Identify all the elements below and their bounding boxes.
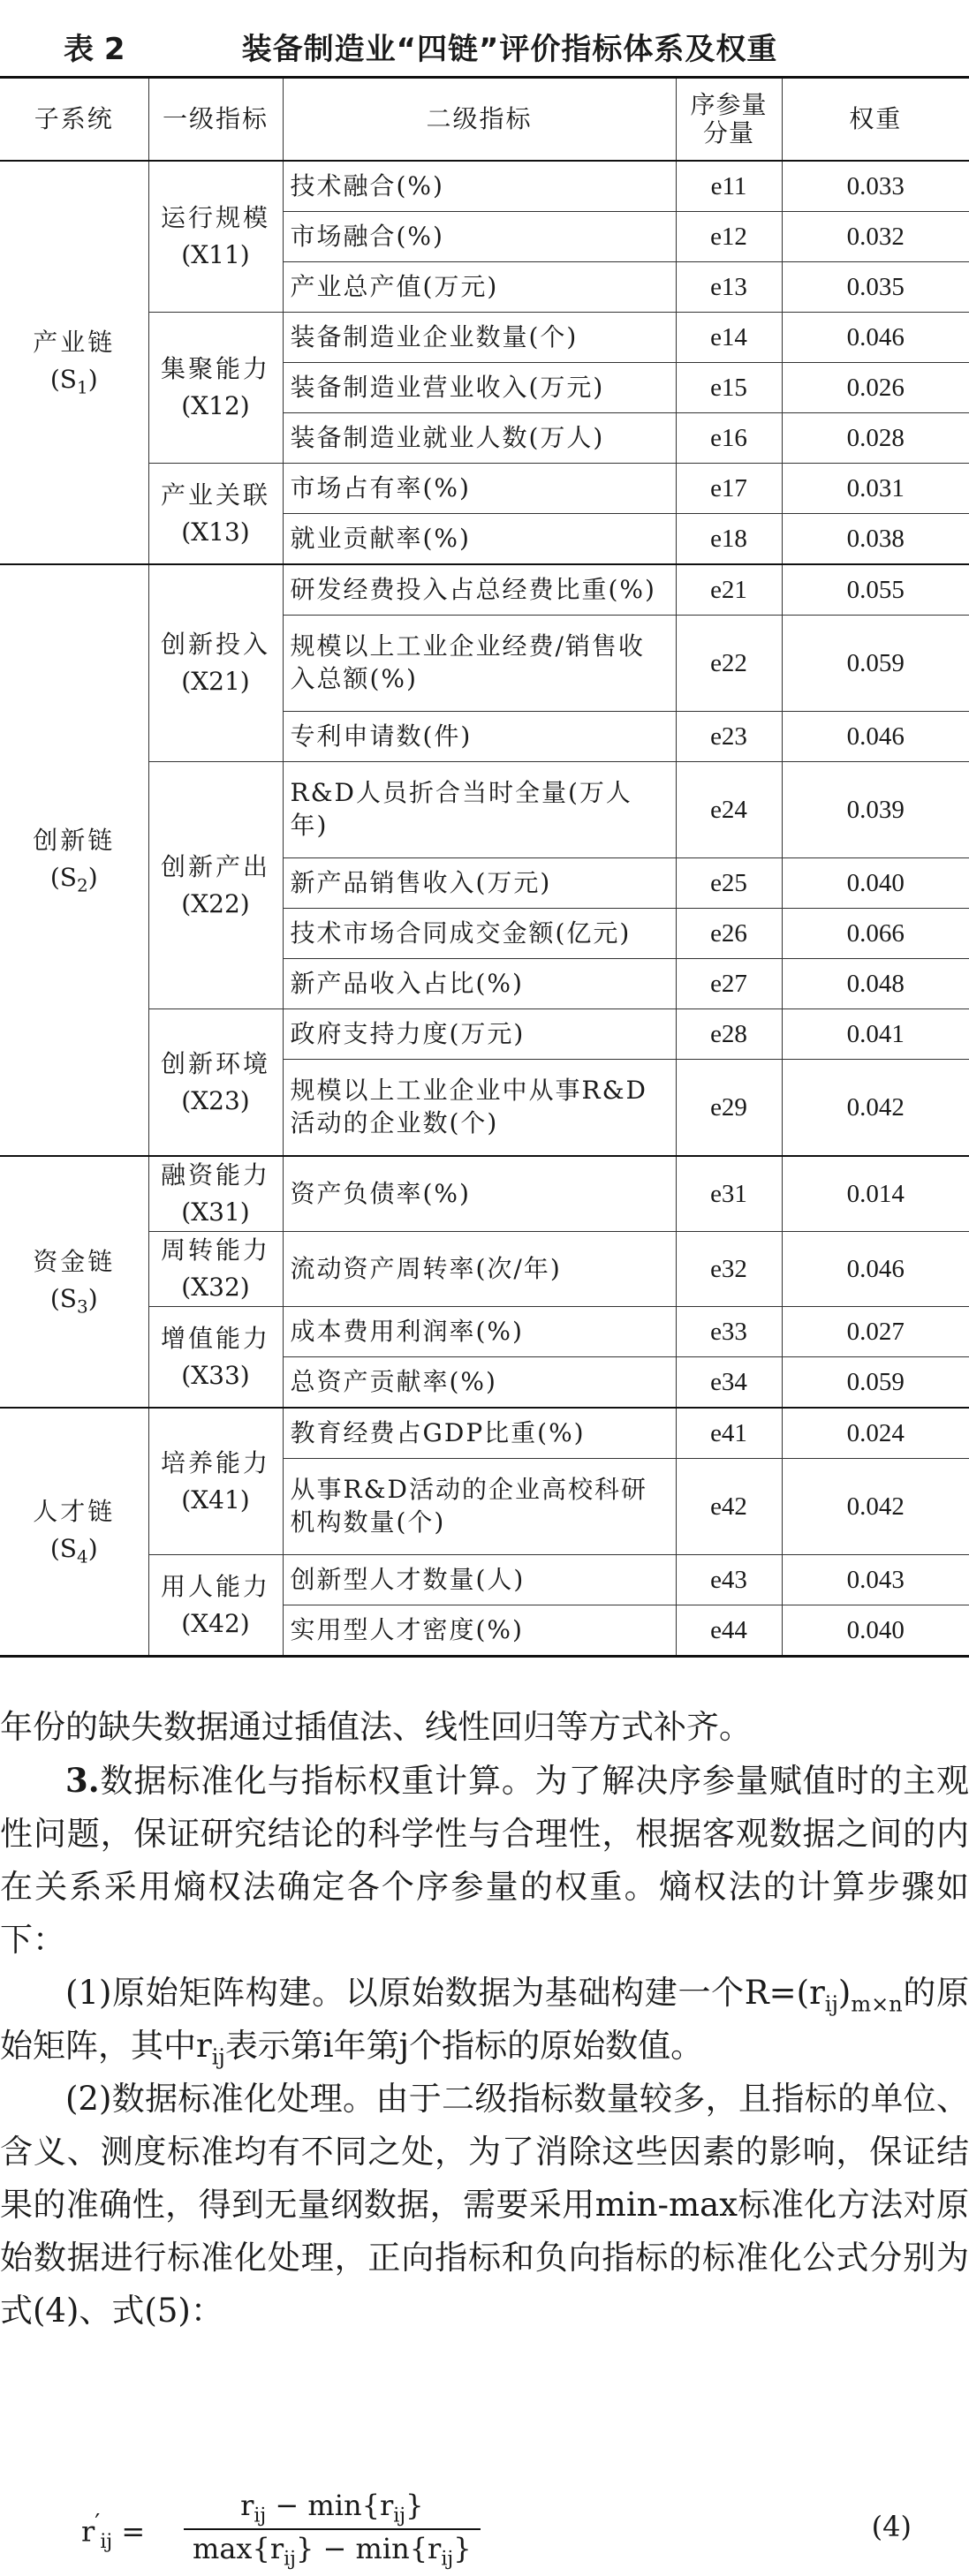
weight-cell: 0.046 [782, 712, 969, 762]
order-parameter-cell: e12 [676, 212, 782, 262]
header-weight: 权重 [782, 78, 969, 162]
weight-cell: 0.031 [782, 464, 969, 514]
level2-indicator-cell: 政府支持力度(万元) [283, 1009, 676, 1060]
level2-indicator-cell: 市场融合(%) [283, 212, 676, 262]
weight-cell: 0.040 [782, 858, 969, 909]
level2-indicator-cell: 从事R&D活动的企业高校科研机构数量(个) [283, 1459, 676, 1555]
paragraph: 年份的缺失数据通过插值法、线性回归等方式补齐。 [0, 1708, 752, 1746]
weight-cell: 0.014 [782, 1156, 969, 1232]
order-parameter-cell: e44 [676, 1605, 782, 1657]
order-parameter-cell: e24 [676, 762, 782, 858]
subsystem-name: 人才链 [33, 1497, 116, 1527]
weight-cell: 0.033 [782, 161, 969, 212]
level2-indicator-cell: 新产品收入占比(%) [283, 959, 676, 1009]
order-parameter-cell: e41 [676, 1408, 782, 1459]
order-parameter-cell: e17 [676, 464, 782, 514]
order-parameter-cell: e15 [676, 363, 782, 413]
level2-indicator-cell: R&D人员折合当时全量(万人年) [283, 762, 676, 858]
level1-code: (X32) [181, 1273, 250, 1302]
subsystem-cell [0, 564, 148, 1156]
level2-indicator-cell: 技术市场合同成交金额(亿元) [283, 909, 676, 959]
weight-cell: 0.040 [782, 1605, 969, 1657]
equation-fraction [184, 2489, 481, 2571]
table-header-row [0, 78, 969, 162]
body-text [0, 1701, 969, 2338]
header-level2: 二级指标 [283, 78, 676, 162]
subsystem-name: 创新链 [33, 825, 116, 855]
order-parameter-cell: e43 [676, 1555, 782, 1605]
header-order-parameter: 序参量 分量 [676, 78, 782, 162]
level1-code: (X12) [181, 391, 250, 420]
level1-name: 培养能力 [160, 1447, 270, 1477]
header-level1: 一级指标 [148, 78, 283, 162]
weight-cell: 0.039 [782, 762, 969, 858]
table-row [0, 1156, 969, 1232]
weight-cell: 0.026 [782, 363, 969, 413]
order-parameter-cell: e25 [676, 858, 782, 909]
subsystem-symbol: $(S_3)$ [49, 1284, 98, 1318]
table-caption [64, 25, 956, 67]
level1-indicator-cell [148, 762, 283, 1009]
order-parameter-cell: e42 [676, 1459, 782, 1555]
header-subsystem: 子系统 [0, 78, 148, 162]
table-row [0, 1408, 969, 1459]
order-parameter-cell: e22 [676, 616, 782, 712]
order-parameter-cell: e29 [676, 1060, 782, 1157]
level1-indicator-cell [148, 1307, 283, 1409]
level1-indicator-cell [148, 313, 283, 464]
level2-indicator-cell: 流动资产周转率(次/年) [283, 1232, 676, 1307]
subsystem-name: 产业链 [33, 328, 116, 358]
level1-name: 创新产出 [160, 851, 270, 881]
level1-name: 集聚能力 [160, 354, 270, 383]
subsystem-cell [0, 1408, 148, 1657]
level1-indicator-cell [148, 564, 283, 762]
order-parameter-cell: e34 [676, 1357, 782, 1409]
level1-name: 产业关联 [160, 480, 270, 510]
table-row [0, 564, 969, 616]
level2-indicator-cell: 创新型人才数量(人) [283, 1555, 676, 1605]
level1-code: (X22) [181, 888, 250, 918]
weight-cell: 0.024 [782, 1408, 969, 1459]
level1-indicator-cell [148, 161, 283, 313]
paragraph: 3.数据标准化与指标权重计算。为了解决序参量赋值时的主观性问题，保证研究结论的科学性与合理性，根据客观数据之间的内在关系采用熵权法确定各个序参量的权重。熵权法的计算步骤如下： [0, 1761, 969, 1959]
level1-indicator-cell [148, 1156, 283, 1232]
weight-cell: 0.035 [782, 262, 969, 313]
subsystem-name: 资金链 [33, 1247, 116, 1277]
weight-cell: 0.059 [782, 1357, 969, 1409]
indicator-table [0, 76, 969, 1658]
weight-cell: 0.027 [782, 1307, 969, 1357]
order-parameter-cell: e32 [676, 1232, 782, 1307]
level2-indicator-cell: 装备制造业就业人数(万人) [283, 413, 676, 464]
level1-indicator-cell [148, 1009, 283, 1157]
section-number: 3. [65, 1761, 100, 1800]
level2-indicator-cell: 规模以上工业企业经费/销售收入总额(%) [283, 616, 676, 712]
level1-name: 增值能力 [160, 1323, 270, 1353]
level2-indicator-cell: 资产负债率(%) [283, 1156, 676, 1232]
level1-indicator-cell [148, 1555, 283, 1657]
level2-indicator-cell: 装备制造业营业收入(万元) [283, 363, 676, 413]
level2-indicator-cell: 实用型人才密度(%) [283, 1605, 676, 1657]
level1-code: (X41) [181, 1484, 250, 1515]
level1-name: 创新投入 [160, 630, 270, 659]
order-parameter-cell: e33 [676, 1307, 782, 1357]
level1-name: 周转能力 [160, 1235, 270, 1265]
level1-name: 融资能力 [160, 1160, 270, 1190]
weight-cell: 0.046 [782, 313, 969, 363]
table-title: 装备制造业“四链”评价指标体系及权重 [241, 32, 778, 67]
level1-indicator-cell [148, 464, 283, 565]
weight-cell: 0.046 [782, 1232, 969, 1307]
subsystem-symbol: $(S_2)$ [49, 862, 98, 896]
weight-cell: 0.038 [782, 514, 969, 565]
subsystem-symbol: $(S_4)$ [49, 1534, 98, 1568]
level2-indicator-cell: 产业总产值(万元) [283, 262, 676, 313]
level2-indicator-cell: 新产品销售收入(万元) [283, 858, 676, 909]
order-parameter-cell: e31 [676, 1156, 782, 1232]
level1-name: 创新环境 [160, 1048, 270, 1078]
weight-cell: 0.048 [782, 959, 969, 1009]
equation-denominator: $\max\{r_{ij}\} - \min\{r_{ij}\}$ [184, 2528, 481, 2570]
level1-code: (X11) [181, 240, 250, 269]
weight-cell: 0.066 [782, 909, 969, 959]
level2-indicator-cell: 技术融合(%) [283, 161, 676, 212]
table-body [0, 161, 969, 1657]
order-parameter-cell: e14 [676, 313, 782, 363]
order-parameter-cell: e28 [676, 1009, 782, 1060]
equation-lhs: $r'_{ij}$ = [81, 2510, 146, 2554]
level2-indicator-cell: 就业贡献率(%) [283, 514, 676, 565]
weight-cell: 0.041 [782, 1009, 969, 1060]
level1-indicator-cell [148, 1232, 283, 1307]
subsystem-symbol: $(S_1)$ [49, 365, 98, 398]
paragraph: (1)原始矩阵构建。以原始数据为基础构建一个$R=(r_{ij})_{m\times n}$的原始矩阵，其中$r_{ij}$表示第i年第j个指标的原始数值。 [0, 1974, 969, 2070]
paragraph: (2)数据标准化处理。由于二级指标数量较多，且指标的单位、含义、测度标准均有不同之处，为了消除这些因素的影响，保证结果的准确性，得到无量纲数据，需要采用min-max标准化方法对原始数据进行标准化处理，正向指标和负向指标的标准化公式分别为式(4)、式(5)： [0, 2080, 969, 2330]
weight-cell: 0.042 [782, 1459, 969, 1555]
table-row [0, 161, 969, 212]
order-parameter-cell: e11 [676, 161, 782, 212]
weight-cell: 0.059 [782, 616, 969, 712]
level2-indicator-cell: 总资产贡献率(%) [283, 1357, 676, 1409]
weight-cell: 0.032 [782, 212, 969, 262]
level1-name: 用人能力 [160, 1571, 270, 1601]
level2-indicator-cell: 教育经费占GDP比重(%) [283, 1408, 676, 1459]
level1-indicator-cell [148, 1408, 283, 1555]
level1-code: (X31) [181, 1197, 250, 1227]
weight-cell: 0.055 [782, 564, 969, 616]
level1-name: 运行规模 [160, 203, 270, 232]
order-parameter-cell: e21 [676, 564, 782, 616]
weight-cell: 0.043 [782, 1555, 969, 1605]
order-parameter-cell: e18 [676, 514, 782, 565]
order-parameter-cell: e13 [676, 262, 782, 313]
equation-number: (4) [871, 2510, 912, 2543]
level1-code: (X21) [181, 667, 250, 696]
order-parameter-cell: e27 [676, 959, 782, 1009]
level2-indicator-cell: 专利申请数(件) [283, 712, 676, 762]
order-parameter-cell: e26 [676, 909, 782, 959]
equation-4 [81, 2489, 912, 2571]
subsystem-cell [0, 161, 148, 564]
level2-indicator-cell: 市场占有率(%) [283, 464, 676, 514]
table-number: 表 2 [64, 32, 125, 67]
level2-indicator-cell: 装备制造业企业数量(个) [283, 313, 676, 363]
equation-numerator: $r_{ij} - \min\{r_{ij}\}$ [240, 2489, 424, 2527]
level2-indicator-cell: 规模以上工业企业中从事R&D活动的企业数(个) [283, 1060, 676, 1157]
order-parameter-cell: e23 [676, 712, 782, 762]
level2-indicator-cell: 成本费用利润率(%) [283, 1307, 676, 1357]
level1-code: (X42) [181, 1608, 250, 1638]
level1-code: (X33) [181, 1360, 250, 1390]
level1-code: (X13) [181, 517, 250, 547]
level1-code: (X23) [181, 1085, 250, 1115]
subsystem-cell [0, 1156, 148, 1408]
weight-cell: 0.042 [782, 1060, 969, 1157]
order-parameter-cell: e16 [676, 413, 782, 464]
weight-cell: 0.028 [782, 413, 969, 464]
level2-indicator-cell: 研发经费投入占总经费比重(%) [283, 564, 676, 616]
